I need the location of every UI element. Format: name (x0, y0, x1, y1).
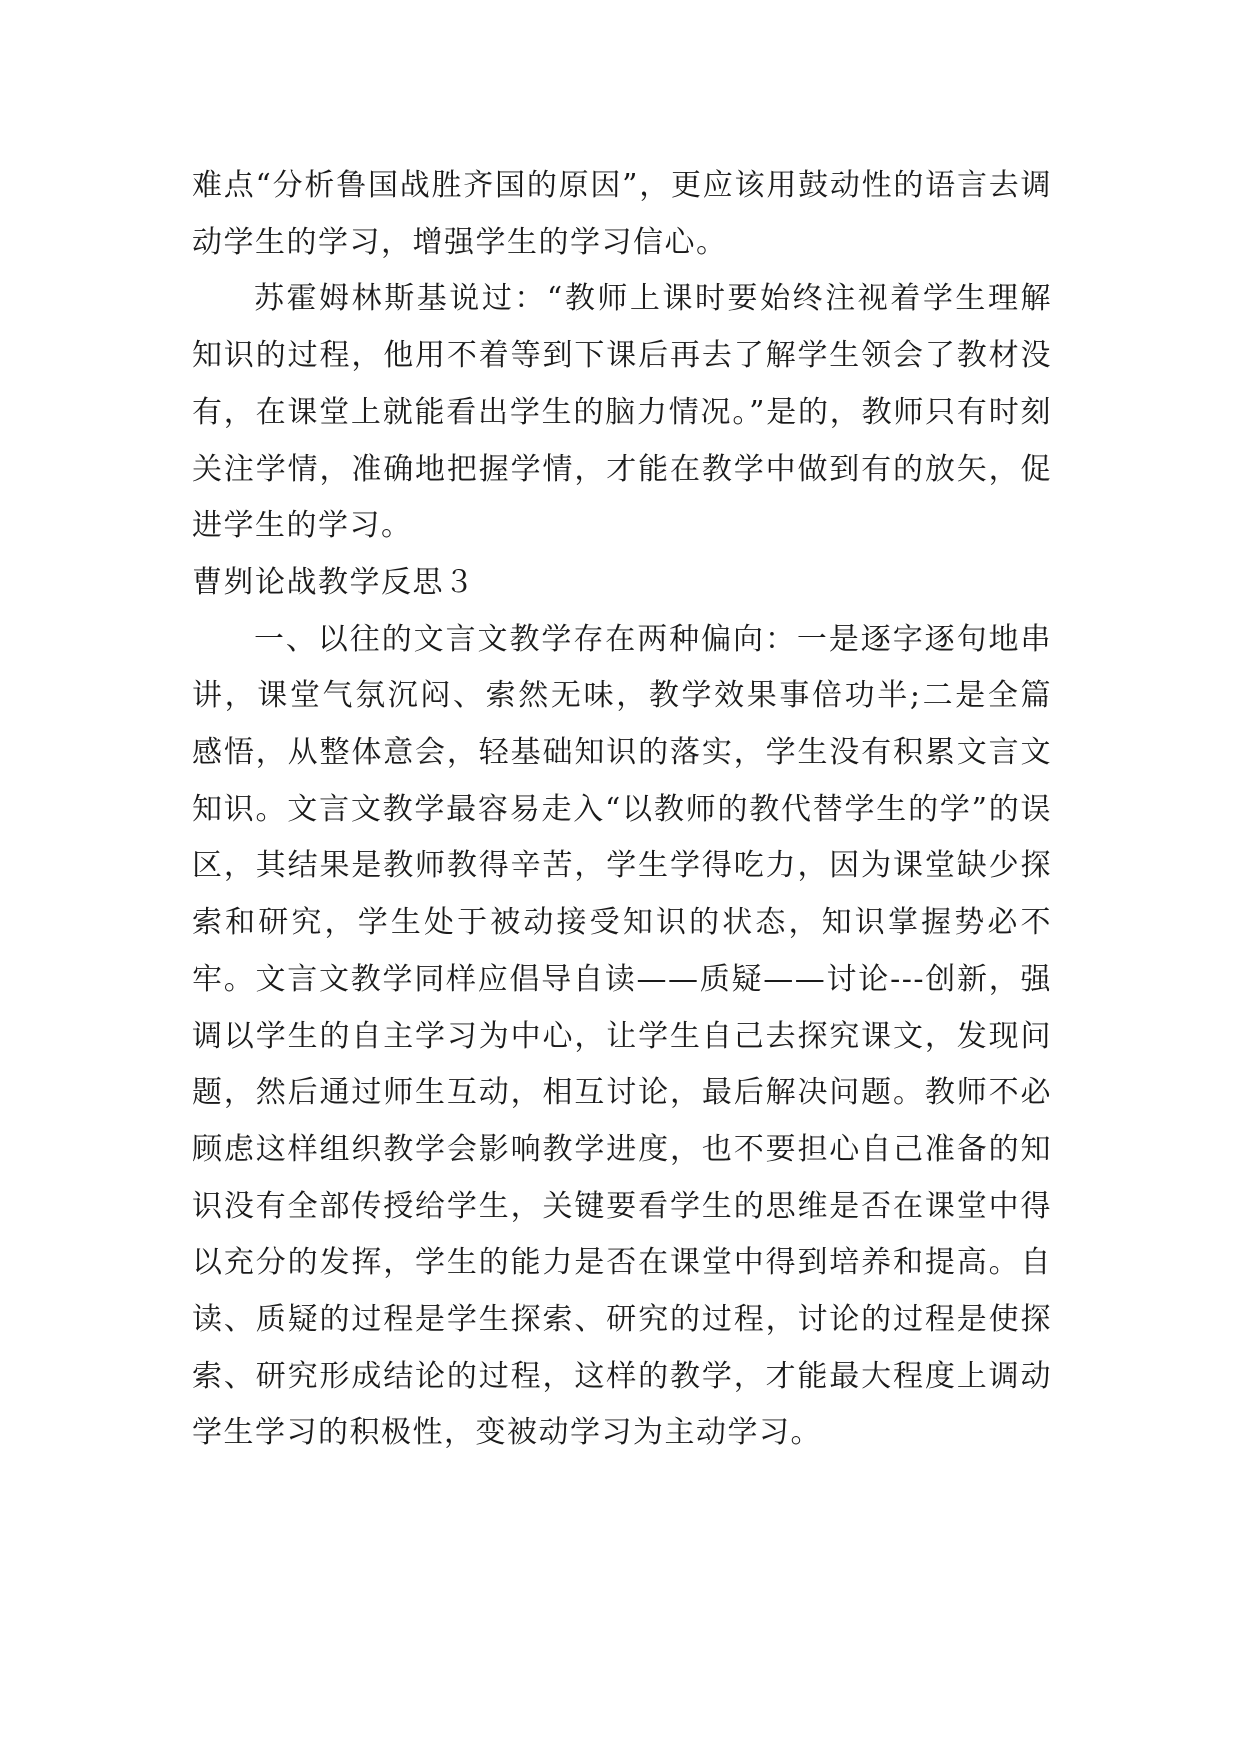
paragraph-continuation: 难点“分析鲁国战胜齐国的原因”，更应该用鼓动性的语言去调动学生的学习，增强学生的学习信心。 (192, 168, 1052, 260)
paragraph-reflection: 一、以往的文言文教学存在两种偏向：一是逐字逐句地串讲，课堂气氛沉闷、索然无味，教学效果事倍功半;二是全篇感悟，从整体意会，轻基础知识的落实，学生没有积累文言文知识。文言文教学最容易走入“以教师的教代替学生的学”的误区，其结果是教师教得辛苦，学生学得吃力，因为课堂缺少探索和研究，学生处于被动接受知识的状态，知识掌握势必不牢。文言文教学同样应倡导自读——质疑——讨论---创新，强调以学生的自主学习为中心，让学生自己去探究课文，发现问题，然后通过师生互动，相互讨论，最后解决问题。教师不必顾虑这样组织教学会影响教学进度，也不要担心自己准备的知识没有全部传授给学生，关键要看学生的思维是否在课堂中得以充分的发挥，学生的能力是否在课堂中得到培养和提高。自读、质疑的过程是学生探索、研究的过程，讨论的过程是使探索、研究形成结论的过程，这样的教学，才能最大程度上调动学生学习的积极性，变被动学习为主动学习。 (192, 621, 1052, 1451)
section-heading: 曹刿论战教学反思３ (192, 564, 476, 600)
paragraph-quote: 苏霍姆林斯基说过：“教师上课时要始终注视着学生理解知识的过程，他用不着等到下课后再去了解学生领会了教材没有，在课堂上就能看出学生的脑力情况。”是的，教师只有时刻关注学情，准确地把握学情，才能在教学中做到有的放矢，促进学生的学习。 (192, 281, 1052, 544)
document-page (192, 158, 1052, 1462)
